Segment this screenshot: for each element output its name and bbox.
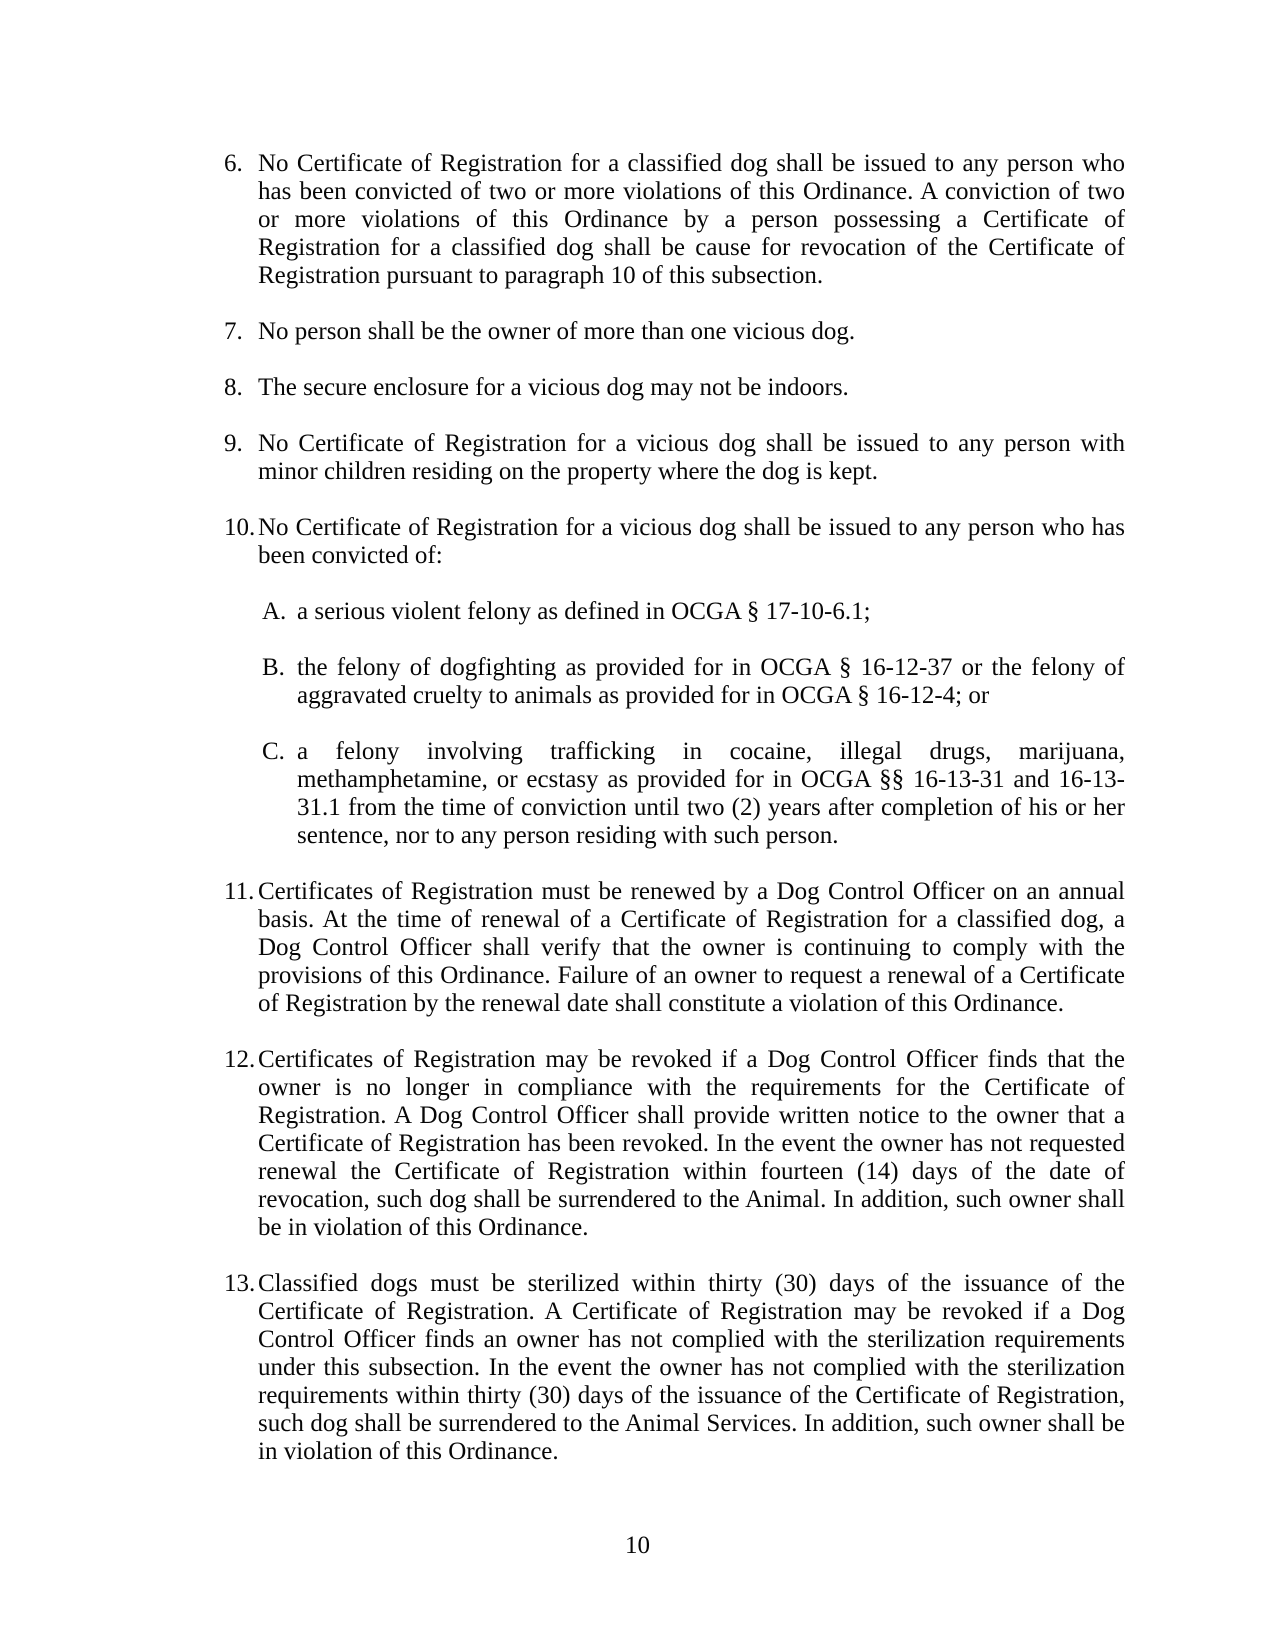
- list-item: [224, 1270, 1125, 1466]
- item-number: 12.: [224, 1046, 256, 1073]
- item-number: 13.: [224, 1270, 256, 1297]
- list-item: [224, 150, 1125, 290]
- sub-list-item-c: [224, 738, 1125, 850]
- subitem-letter: A.: [262, 598, 287, 625]
- item-number: 10.: [224, 514, 256, 541]
- item-text: No Certificate of Registration for a vicious dog shall be issued to any person who has been convicted of:: [258, 514, 1125, 569]
- ordinance-item-13: [224, 1270, 1125, 1466]
- item-number: 7.: [224, 318, 243, 345]
- item-number: 8.: [224, 374, 243, 401]
- ordinance-item-12: [224, 1046, 1125, 1242]
- ordinance-item-11: [224, 878, 1125, 1018]
- item-text: No Certificate of Registration for a vicious dog shall be issued to any person with minor children residing on the property where the dog is kept.: [258, 430, 1125, 485]
- ordinance-item-7: [224, 318, 1125, 346]
- list-item: [224, 374, 1125, 402]
- subitem-text: a felony involving trafficking in cocaine, illegal drugs, marijuana, methamphetamine, or ecstasy as provided for in OCGA §§ 16-13-31 and 16-13-31.1 from the time of conviction until two (2) years after completion of his or her sentence, nor to any person residing with such person.: [297, 738, 1125, 849]
- item-text: No Certificate of Registration for a classified dog shall be issued to any person who has been convicted of two or more violations of this Ordinance. A conviction of two or more violations of this Ordinance by a person possessing a Certificate of Registration for a classified dog shall be cause for revocation of the Certificate of Registration pursuant to paragraph 10 of this subsection.: [258, 150, 1125, 289]
- item-text: Classified dogs must be sterilized within thirty (30) days of the issuance of the Certificate of Registration. A Certificate of Registration may be revoked if a Dog Control Officer finds an owner has not complied with the sterilization requirements under this subsection. In the event the owner has not complied with the sterilization requirements within thirty (30) days of the issuance of the Certificate of Registration, such dog shall be surrendered to the Animal Services. In addition, such owner shall be in violation of this Ordinance.: [258, 1270, 1125, 1465]
- list-item: [224, 878, 1125, 1018]
- subitem-letter: C.: [262, 738, 285, 765]
- item-text: The secure enclosure for a vicious dog may not be indoors.: [258, 374, 849, 401]
- subitem-letter: B.: [262, 654, 285, 681]
- ordinance-item-10: [224, 514, 1125, 850]
- item-number: 9.: [224, 430, 243, 457]
- page-number: 10: [625, 1532, 650, 1559]
- ordinance-item-6: [224, 150, 1125, 290]
- list-item: [224, 318, 1125, 346]
- list-item: [224, 1046, 1125, 1242]
- subitem-text: a serious violent felony as defined in OCGA § 17-10-6.1;: [297, 598, 871, 625]
- item-number: 6.: [224, 150, 243, 177]
- sub-list-item-b: [224, 654, 1125, 710]
- item-text: Certificates of Registration may be revoked if a Dog Control Officer finds that the owner is no longer in compliance with the requirements for the Certificate of Registration. A Dog Control Officer shall provide written notice to the owner that a Certificate of Registration has been revoked. In the event the owner has not requested renewal the Certificate of Registration within fourteen (14) days of the date of revocation, such dog shall be surrendered to the Animal. In addition, such owner shall be in violation of this Ordinance.: [258, 1046, 1125, 1241]
- item-text: Certificates of Registration must be renewed by a Dog Control Officer on an annual basis. At the time of renewal of a Certificate of Registration for a classified dog, a Dog Control Officer shall verify that the owner is continuing to comply with the provisions of this Ordinance. Failure of an owner to request a renewal of a Certificate of Registration by the renewal date shall constitute a violation of this Ordinance.: [258, 878, 1125, 1017]
- ordinance-body: [224, 150, 1125, 1494]
- list-item: [224, 430, 1125, 486]
- page-footer: [0, 1532, 1275, 1560]
- ordinance-item-8: [224, 374, 1125, 402]
- ordinance-item-9: [224, 430, 1125, 486]
- item-number: 11.: [224, 878, 255, 905]
- list-item: [224, 514, 1125, 570]
- subitem-text: the felony of dogfighting as provided for in OCGA § 16-12-37 or the felony of aggravated cruelty to animals as provided for in OCGA § 16-12-4; or: [297, 654, 1125, 709]
- sub-list-item-a: [224, 598, 1125, 626]
- item-text: No person shall be the owner of more than one vicious dog.: [258, 318, 856, 345]
